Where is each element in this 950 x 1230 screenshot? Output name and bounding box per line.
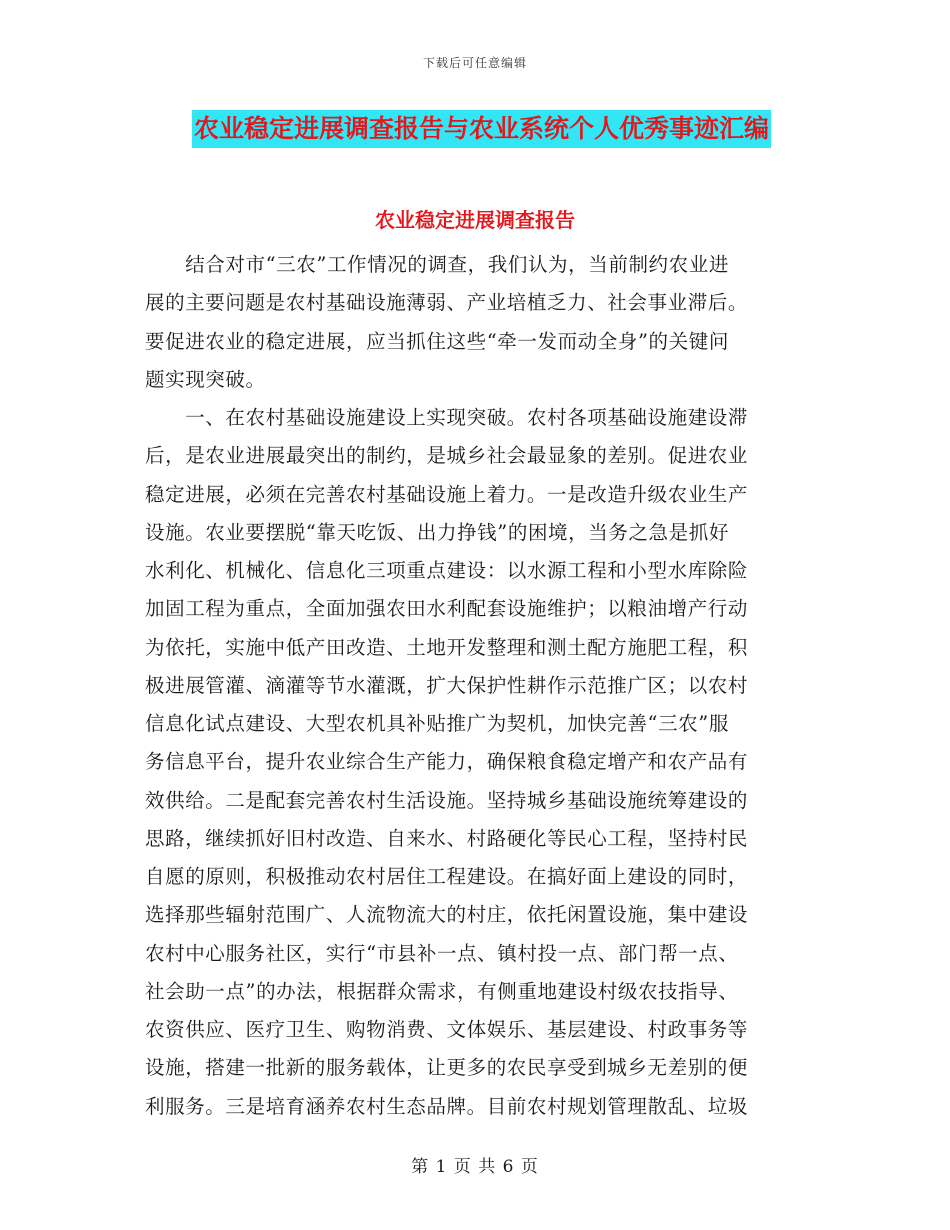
footer-total-label: 共 — [478, 1157, 497, 1177]
body-line: 效供给。二是配套完善农村生活设施。坚持城乡基础设施统筹建设的 — [145, 788, 749, 812]
body-text — [145, 246, 805, 1126]
body-line: 水利化、机械化、信息化三项重点建设：以水源工程和小型水库除险 — [145, 559, 749, 582]
document-title: 农业稳定进展调查报告与农业系统个人优秀事迹汇编 — [192, 110, 771, 148]
footer-suffix: 页 — [520, 1157, 539, 1177]
body-line: 选择那些辐射范围广、人流物流大的村庄，依托闲置设施，集中建设 — [145, 903, 749, 927]
body-line: 设施。农业要摆脱“靠天吃饭、出力挣钱”的困境，当务之急是抓好 — [145, 520, 729, 544]
total-page-number: 6 — [502, 1157, 515, 1177]
body-line: 为依托，实施中低产田改造、土地开发整理和测土配方施肥工程，积 — [145, 635, 749, 659]
body-line: 自愿的原则，积极推动农村居住工程建设。在搞好面上建设的同时， — [145, 865, 749, 888]
body-line: 利服务。三是培育涵养农村生态品牌。目前农村规划管理散乱、垃圾 — [145, 1094, 749, 1118]
body-line: 加固工程为重点，全面加强农田水利配套设施维护；以粮油增产行动 — [145, 597, 749, 621]
page-footer — [0, 1152, 950, 1177]
body-line: 信息化试点建设、大型农机具补贴推广为契机，加快完善“三农”服 — [145, 712, 729, 735]
body-line: 农资供应、医疗卫生、购物消费、文体娱乐、基层建设、村政事务等 — [145, 1018, 749, 1041]
body-line: 结合对市“三农”工作情况的调查，我们认为，当前制约农业进 — [145, 253, 729, 276]
body-line: 展的主要问题是农村基础设施薄弱、产业培植乏力、社会事业滞后。 — [145, 291, 749, 315]
section-title: 农业稳定进展调查报告 — [375, 208, 575, 232]
body-line: 一、在农村基础设施建设上实现突破。农村各项基础设施建设滞 — [145, 406, 749, 429]
body-line: 设施，搭建一批新的服务载体，让更多的农民享受到城乡无差别的便 — [145, 1056, 749, 1080]
header-note: 下载后可任意编辑 — [422, 56, 527, 70]
body-line: 农村中心服务社区，实行“市县补一点、镇村投一点、部门帮一点、 — [145, 941, 739, 965]
body-line: 思路，继续抓好旧村改造、自来水、村路硬化等民心工程，坚持村民 — [145, 826, 749, 850]
body-line: 后，是农业进展最突出的制约，是城乡社会最显象的差别。促进农业 — [145, 444, 749, 468]
body-line: 极进展管灌、滴灌等节水灌溉，扩大保护性耕作示范推广区；以农村 — [145, 673, 749, 697]
body-line: 务信息平台，提升农业综合生产能力，确保粮食稳定增产和农产品有 — [145, 750, 749, 774]
footer-prefix: 第 — [411, 1157, 430, 1177]
footer-page-label: 页 — [453, 1157, 472, 1177]
current-page-number: 1 — [435, 1157, 448, 1177]
body-line: 稳定进展，必须在完善农村基础设施上着力。一是改造升级农业生产 — [145, 482, 749, 506]
body-line: 题实现突破。 — [145, 367, 266, 391]
body-line: 要促进农业的稳定进展，应当抓住这些“牵一发而动全身”的关键问 — [145, 329, 729, 353]
body-line: 社会助一点”的办法，根据群众需求，有侧重地建设村级农技指导、 — [145, 979, 739, 1003]
